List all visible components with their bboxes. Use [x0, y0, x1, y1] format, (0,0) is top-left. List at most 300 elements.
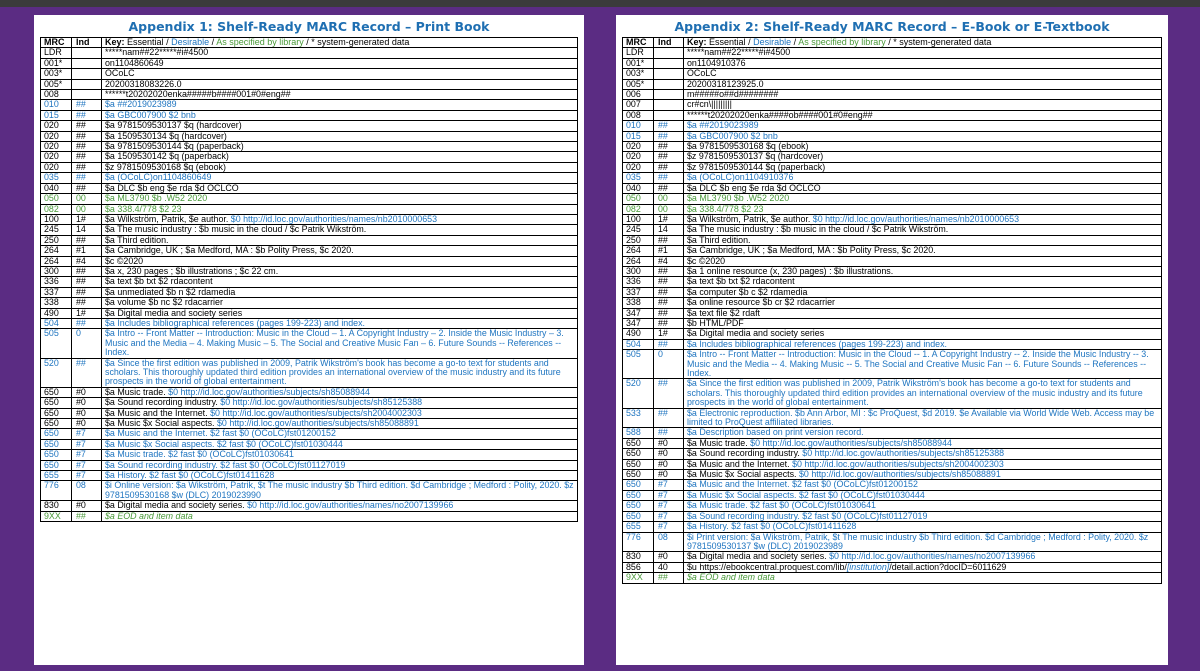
field-value-text: $a Music $x Social aspects. $2 fast $0 (OCoLC)fst01030444 [105, 439, 343, 449]
field-indicators: ## [654, 277, 684, 287]
marc-field-row [41, 204, 578, 214]
field-tag: 005* [623, 79, 654, 89]
field-value-text: $a History. $2 fast $0 (OCoLC)fst01411628 [105, 470, 275, 481]
field-value [684, 470, 1162, 480]
col-header-ind: Ind [72, 38, 102, 48]
field-indicators: ## [654, 266, 684, 276]
authority-link: $0 http://id.loc.gov/authorities/subjects/sh2004002303 [789, 459, 1004, 469]
field-tag: 020 [623, 142, 654, 152]
field-value-text: m#####o##d######## [687, 89, 779, 100]
marc-field-row [623, 214, 1162, 224]
marc-field-row [41, 308, 578, 318]
field-tag: 650 [41, 398, 72, 408]
field-value [102, 142, 578, 152]
marc-field-row [41, 246, 578, 256]
field-indicators: ## [72, 511, 102, 521]
field-value-text: $a Intro -- Front Matter -- Introduction: Music in the Cloud -- 1. A Copyright Industry -- 2. Inside the Music Industry -- 3. Music and the Media -- 4. Making Music -- 5. The Social and Creative Music Fan -- 6. Future Sounds -- References -- Index. [687, 349, 1149, 378]
field-indicators: 0 [72, 329, 102, 358]
field-tag: 776 [41, 481, 72, 501]
field-tag: 347 [623, 308, 654, 318]
field-indicators [654, 58, 684, 68]
field-indicators: ## [654, 308, 684, 318]
field-value-text: $a (OCoLC)on1104860649 [105, 172, 212, 183]
field-indicators: 08 [654, 532, 684, 552]
field-value-text: $z 9781509530168 $q (ebook) [105, 162, 226, 172]
marc-field-row [623, 225, 1162, 235]
field-value-text: $a online resource $b cr $2 rdacarrier [687, 297, 835, 308]
field-tag: 035 [41, 173, 72, 183]
marc-field-row [623, 438, 1162, 448]
field-indicators: #7 [654, 501, 684, 511]
marc-field-row [41, 90, 578, 100]
field-tag: 100 [623, 214, 654, 224]
field-tag: 001* [623, 58, 654, 68]
field-value-text: $a Music and the Internet. [687, 459, 790, 469]
field-indicators: 00 [72, 204, 102, 214]
col-header-ind: Ind [654, 38, 684, 48]
field-value [684, 266, 1162, 276]
field-indicators: ## [654, 235, 684, 245]
field-value-text: $a (OCoLC)on1104910376 [687, 172, 794, 183]
field-value [684, 562, 1162, 572]
marc-field-row [41, 450, 578, 460]
marc-field-row [623, 350, 1162, 379]
field-value-text: $a Wilkström, Patrik, $e author. [687, 214, 811, 224]
field-value [684, 329, 1162, 339]
marc-field-row [623, 428, 1162, 438]
marc-field-row [623, 459, 1162, 469]
field-tag: 082 [623, 204, 654, 214]
field-value-text: $a Since the first edition was published in 2009, Patrik Wikström's book has become a go-to text for students and scholars. This thoroughly updated third edition provides an international overview of the music industry and its future prospects in the world of global entertainment. [687, 378, 1143, 408]
field-indicators: #7 [654, 480, 684, 490]
field-value [684, 522, 1162, 532]
field-value-text: OCoLC [687, 68, 717, 79]
field-value [684, 256, 1162, 266]
marc-field-row [41, 48, 578, 58]
field-indicators: #7 [72, 460, 102, 470]
field-value-text: $u https://ebookcentral.proquest.com/lib/ [687, 562, 847, 572]
field-indicators: ## [72, 235, 102, 245]
authority-link: $0 http://id.loc.gov/authorities/subjects/sh85125388 [799, 448, 1005, 459]
field-indicators: #7 [654, 511, 684, 521]
field-value [102, 131, 578, 141]
field-value-text: 20200318083226.0 [105, 79, 182, 89]
field-tag: 650 [623, 470, 654, 480]
field-tag: 650 [623, 449, 654, 459]
marc-field-row [623, 501, 1162, 511]
marc-field-row [41, 439, 578, 449]
field-tag: 003* [623, 69, 654, 79]
field-tag: 650 [41, 460, 72, 470]
field-value-text: $a Intro -- Front Matter -- Introduction: Music in the Cloud – 1. A Copyright Industry – 2. Inside the Music Industry – 3. Music and the Media – 4. Making Music – 5. The Social and Creative Music Fan – 6. Future Sounds -- References -- Index. [105, 328, 564, 358]
field-value-text: $a The music industry : $b music in the cloud / $c Patrik Wikström. [687, 224, 949, 235]
field-tag: 650 [623, 459, 654, 469]
field-value-text: $a Music trade. [105, 387, 166, 397]
key-desirable: Desirable [753, 37, 792, 47]
field-value [684, 480, 1162, 490]
field-indicators: #7 [72, 439, 102, 449]
marc-field-row [623, 532, 1162, 552]
field-tag: 015 [623, 131, 654, 141]
field-indicators [72, 90, 102, 100]
field-indicators: #0 [654, 438, 684, 448]
marc-field-row [41, 131, 578, 141]
field-indicators: ## [654, 573, 684, 583]
field-tag: 505 [41, 329, 72, 358]
field-value [684, 173, 1162, 183]
marc-field-row [41, 142, 578, 152]
field-indicators: #0 [72, 408, 102, 418]
field-indicators [72, 79, 102, 89]
field-indicators: ## [654, 183, 684, 193]
field-indicators: ## [72, 266, 102, 276]
field-value-text: $a 1509530142 $q (paperback) [105, 151, 229, 162]
marc-field-row [41, 481, 578, 501]
field-value-text: $a Electronic reproduction. $b Ann Arbor, MI : $c ProQuest, $d 2019. $e Available via World Wide Web. Access may be limited to ProQuest affiliated libraries. [687, 408, 1155, 428]
field-indicators: #0 [654, 459, 684, 469]
field-value-text: /detail.action?docID=6011629 [889, 562, 1007, 572]
field-value [102, 419, 578, 429]
field-value-text: $a Cambridge, UK ; $a Medford, MA : $b Polity Press, $c 2020. [687, 245, 936, 256]
field-value-text: $a Digital media and society series. [105, 500, 245, 511]
field-indicators: #0 [72, 501, 102, 511]
field-tag: 347 [623, 318, 654, 328]
marc-field-row [623, 152, 1162, 162]
field-value-text: $a ML3790 $b .W52 2020 [687, 193, 790, 204]
field-value [102, 79, 578, 89]
field-indicators [654, 100, 684, 110]
marc-field-row [623, 90, 1162, 100]
marc-field-row [623, 573, 1162, 583]
field-tag: 008 [623, 110, 654, 120]
key-separator: / [306, 37, 309, 47]
field-tag: 650 [623, 511, 654, 521]
field-value-text: $a History. $2 fast $0 (OCoLC)fst01411628 [687, 521, 857, 532]
field-indicators: #7 [72, 450, 102, 460]
field-indicators: #0 [654, 449, 684, 459]
marc-field-row [41, 277, 578, 287]
field-value-text: $a Sound recording industry. [687, 448, 800, 459]
marc-field-row [623, 235, 1162, 245]
field-tag: 006 [623, 90, 654, 100]
field-tag: 588 [623, 428, 654, 438]
field-value-text: $a Since the first edition was published in 2009, Patrik Wikström's book has become a go-to text for students and scholars. This thoroughly updated third edition provides an international overview of the music industry and its future prospects in the world of global entertainment. [105, 358, 561, 387]
marc-field-row [623, 69, 1162, 79]
marc-field-row [623, 131, 1162, 141]
field-value-text: $a Music $x Social aspects. $2 fast $0 (OCoLC)fst01030444 [687, 490, 925, 500]
field-tag: 020 [623, 152, 654, 162]
field-tag: 504 [41, 318, 72, 328]
key-label: Key: [105, 37, 125, 47]
field-indicators [72, 48, 102, 58]
field-value [102, 225, 578, 235]
marc-table [40, 37, 578, 522]
field-tag: 005* [41, 79, 72, 89]
field-value-text: $a Cambridge, UK ; $a Medford, MA : $b Polity Press, $c 2020. [105, 245, 354, 256]
marc-field-row [623, 183, 1162, 193]
field-tag: 655 [41, 471, 72, 481]
field-value [684, 79, 1162, 89]
field-tag: 830 [41, 501, 72, 511]
marc-field-row [41, 69, 578, 79]
field-indicators: ## [654, 379, 684, 408]
field-tag: 338 [41, 298, 72, 308]
marc-field-row [41, 162, 578, 172]
field-value [102, 450, 578, 460]
marc-field-row [41, 194, 578, 204]
field-indicators: ## [72, 173, 102, 183]
marc-field-row [41, 256, 578, 266]
field-value [102, 256, 578, 266]
field-tag: 490 [41, 308, 72, 318]
field-indicators: #0 [72, 387, 102, 397]
field-value [102, 481, 578, 501]
top-band [0, 0, 1200, 7]
marc-field-row [623, 379, 1162, 408]
field-value [684, 204, 1162, 214]
field-indicators: ## [654, 318, 684, 328]
field-value [102, 152, 578, 162]
marc-field-row [41, 419, 578, 429]
field-value-text: OCoLC [105, 68, 135, 79]
field-indicators: 1# [72, 214, 102, 224]
page-title: Appendix 1: Shelf-Ready MARC Record – Print Book [128, 19, 490, 34]
field-indicators [654, 110, 684, 120]
field-indicators: #4 [72, 256, 102, 266]
field-value [684, 194, 1162, 204]
field-tag: 082 [41, 204, 72, 214]
field-indicators: #4 [654, 256, 684, 266]
field-value-text: *****nam##22*****#i#4500 [105, 47, 209, 58]
field-value-text: $b HTML/PDF [687, 318, 744, 328]
field-indicators [654, 69, 684, 79]
field-value [684, 438, 1162, 448]
marc-field-row [41, 110, 578, 120]
field-value-text: $a Music and the Internet. $2 fast $0 (OCoLC)fst01200152 [105, 428, 336, 439]
field-indicators: #7 [72, 471, 102, 481]
field-value-text: $a 1 online resource (x, 230 pages) : $b illustrations. [687, 266, 894, 276]
field-value [684, 308, 1162, 318]
field-value-text: $c ©2020 [105, 256, 144, 266]
field-tag: 650 [41, 387, 72, 397]
field-value-text: $a Includes bibliographical references (pages 199-223) and index. [687, 339, 948, 349]
field-value [684, 511, 1162, 521]
field-indicators: #0 [72, 419, 102, 429]
marc-field-row [623, 58, 1162, 68]
key-separator: / [166, 37, 169, 47]
field-indicators: ## [72, 162, 102, 172]
marc-field-row [623, 121, 1162, 131]
field-indicators: ## [72, 100, 102, 110]
field-indicators: #0 [654, 470, 684, 480]
marc-field-row [623, 408, 1162, 428]
field-value [102, 194, 578, 204]
field-indicators: ## [72, 131, 102, 141]
field-tag: 010 [623, 121, 654, 131]
marc-field-row [623, 298, 1162, 308]
field-value-text: $a text file $2 rdaft [687, 308, 761, 318]
field-value [684, 552, 1162, 562]
field-value [102, 162, 578, 172]
field-value [684, 339, 1162, 349]
authority-link: $0 http://id.loc.gov/authorities/subjects/sh85088891 [214, 418, 419, 429]
field-value [102, 318, 578, 328]
field-value [102, 90, 578, 100]
field-value-text: $i Print version: $a Wikström, Patrik, $t The music industry $b Third edition. $d Cambridge ; Medford : Polity, 2020. $z 9781509530137 $w (DLC) 2019023989 [687, 532, 1149, 551]
field-tag: 020 [41, 162, 72, 172]
field-indicators: #7 [72, 429, 102, 439]
field-indicators: ## [654, 298, 684, 308]
field-value-text: $a Third edition. [105, 235, 169, 245]
col-header-tag: MRC [41, 38, 72, 48]
field-value [684, 110, 1162, 120]
field-value-text: ******t20202020enka####ob####001#0#eng## [687, 110, 873, 120]
authority-link: $0 http://id.loc.gov/authorities/names/no2007139966 [826, 551, 1036, 562]
field-value [102, 48, 578, 58]
field-value [684, 48, 1162, 58]
field-value [684, 152, 1162, 162]
marc-field-row [623, 142, 1162, 152]
field-tag: 9XX [41, 511, 72, 521]
key-library: As specified by library [216, 37, 304, 47]
field-value-text: $a text $b txt $2 rdacontent [687, 276, 795, 287]
field-value-text: $a Music $x Social aspects. [687, 469, 797, 480]
marc-field-row [623, 480, 1162, 490]
field-value [684, 532, 1162, 552]
marc-field-row [41, 511, 578, 521]
field-value [102, 358, 578, 387]
field-tag: 650 [623, 490, 654, 500]
field-indicators: 00 [72, 194, 102, 204]
field-tag: 650 [41, 408, 72, 418]
field-tag: 245 [41, 225, 72, 235]
field-tag: 010 [41, 100, 72, 110]
field-tag: 020 [41, 121, 72, 131]
field-tag: 264 [41, 256, 72, 266]
field-value [102, 100, 578, 110]
marc-field-row [41, 152, 578, 162]
field-value-text: $a 1509530134 $q (hardcover) [105, 131, 227, 141]
field-indicators: ## [654, 408, 684, 428]
field-tag: 020 [41, 142, 72, 152]
field-value [102, 277, 578, 287]
field-value-text: $c ©2020 [687, 256, 726, 266]
field-value-text: ******t20202020enka#####b####001#0#eng## [105, 89, 291, 100]
marc-field-row [623, 522, 1162, 532]
field-value-text: on1104910376 [687, 58, 746, 68]
marc-field-row [623, 110, 1162, 120]
field-indicators: ## [654, 121, 684, 131]
field-value-text: cr#cn\||||||||| [687, 99, 732, 110]
field-indicators [654, 90, 684, 100]
field-value [102, 235, 578, 245]
field-value-text: $a computer $b c $2 rdamedia [687, 287, 808, 297]
field-value [684, 235, 1162, 245]
marc-field-row [623, 490, 1162, 500]
field-tag: 338 [623, 298, 654, 308]
col-header-tag: MRC [623, 38, 654, 48]
page-title: Appendix 2: Shelf-Ready MARC Record – E-Book or E-Textbook [674, 19, 1110, 34]
field-indicators [654, 48, 684, 58]
field-value-text: $a Music and the Internet. $2 fast $0 (OCoLC)fst01200152 [687, 479, 918, 490]
field-indicators: #1 [72, 246, 102, 256]
marc-field-row [623, 204, 1162, 214]
field-value-text: $a Digital media and society series [105, 308, 243, 318]
field-tag: LDR [41, 48, 72, 58]
field-tag: 020 [623, 162, 654, 172]
marc-field-row [41, 235, 578, 245]
field-indicators: #1 [654, 246, 684, 256]
field-tag: 003* [41, 69, 72, 79]
field-value [684, 379, 1162, 408]
field-value-text: $a 338.4/778 $2 23 [105, 204, 182, 214]
field-value [684, 183, 1162, 193]
field-value [684, 298, 1162, 308]
field-value-text: $i Online version: $a Wikström, Patrik, $t The music industry $b Third edition. $d Cambridge ; Medford : Polity, 2020. $z 9781509530168 $w (DLC) 2019023990 [105, 480, 574, 500]
field-value [684, 459, 1162, 469]
field-value [684, 69, 1162, 79]
authority-link: $0 http://id.loc.gov/authorities/subjects/sh85088944 [165, 387, 370, 397]
field-value-text: $a DLC $b eng $e rda $d OCLCO [105, 183, 239, 193]
field-tag: 300 [623, 266, 654, 276]
field-value [684, 350, 1162, 379]
marc-field-row [623, 318, 1162, 328]
field-value [684, 90, 1162, 100]
field-value [684, 131, 1162, 141]
marc-field-row [41, 225, 578, 235]
marc-field-row [623, 162, 1162, 172]
field-value-text: $a DLC $b eng $e rda $d OCLCO [687, 183, 821, 193]
field-value [102, 511, 578, 521]
key-system: * system-generated data [311, 37, 410, 47]
field-value-text: $z 9781509530144 $q (paperback) [687, 162, 826, 172]
authority-link: $0 http://id.loc.gov/authorities/subjects/sh2004002303 [207, 408, 422, 418]
marc-field-row [623, 100, 1162, 110]
field-value-text: $a Description based on print version record. [687, 427, 864, 438]
field-indicators: 1# [654, 329, 684, 339]
marc-field-row [623, 449, 1162, 459]
authority-link: $0 http://id.loc.gov/authorities/names/no2007139966 [244, 500, 454, 511]
marc-field-row [41, 471, 578, 481]
field-value [102, 298, 578, 308]
key-label: Key: [687, 37, 707, 47]
field-value-text: $a x, 230 pages ; $b illustrations ; $c 22 cm. [105, 266, 279, 276]
field-tag: 337 [41, 287, 72, 297]
field-value-text: $a Sound recording industry. $2 fast $0 (OCoLC)fst01127019 [687, 511, 928, 521]
field-value-text: $a volume $b nc $2 rdacarrier [105, 297, 223, 308]
field-tag: 008 [41, 90, 72, 100]
field-indicators: 40 [654, 562, 684, 572]
field-tag: 490 [623, 329, 654, 339]
marc-field-row [623, 256, 1162, 266]
key-separator: / [748, 37, 751, 47]
marc-field-row [623, 48, 1162, 58]
field-tag: 650 [623, 480, 654, 490]
field-indicators: ## [654, 287, 684, 297]
field-tag: 830 [623, 552, 654, 562]
marc-field-row [41, 173, 578, 183]
field-tag: 250 [623, 235, 654, 245]
marc-field-row [41, 329, 578, 358]
marc-field-row [41, 387, 578, 397]
key-library: As specified by library [798, 37, 886, 47]
field-indicators: ## [72, 318, 102, 328]
field-indicators: #0 [72, 398, 102, 408]
field-tag: 650 [41, 439, 72, 449]
field-value [684, 121, 1162, 131]
marc-field-row [623, 308, 1162, 318]
field-indicators: ## [72, 121, 102, 131]
